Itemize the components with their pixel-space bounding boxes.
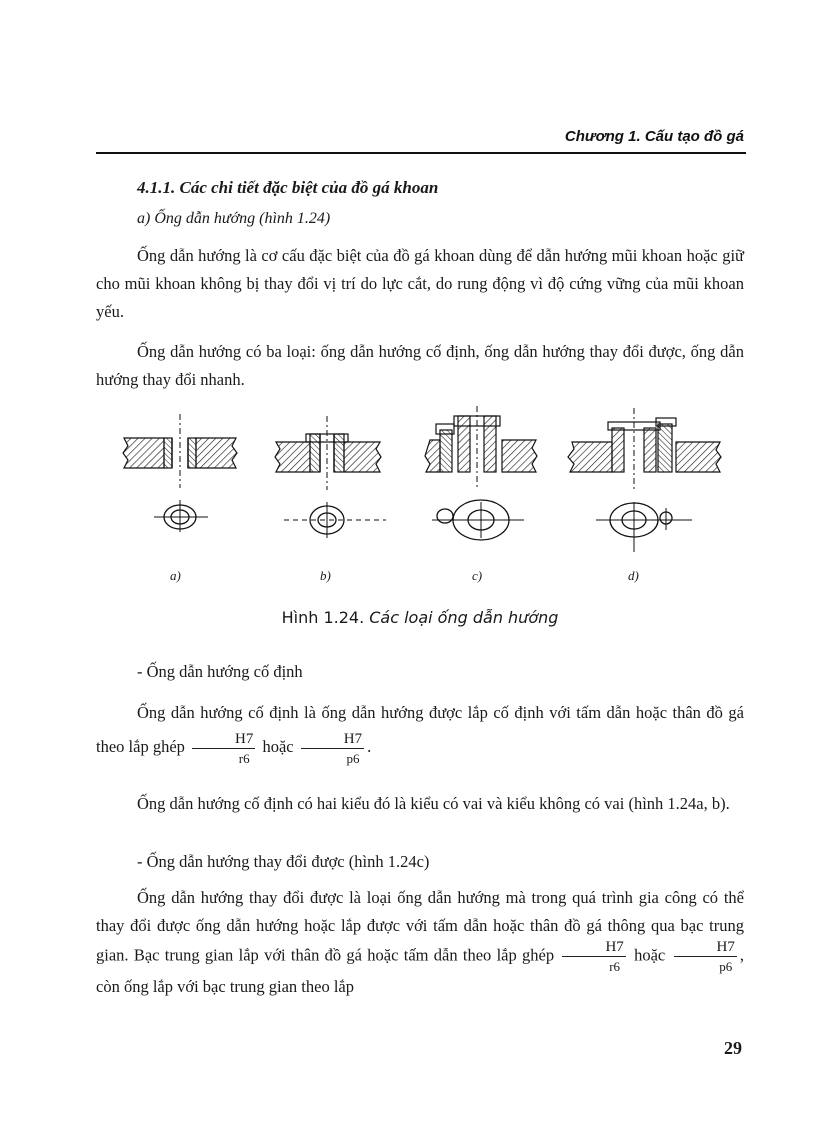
list-item-replaceable: - Ống dẫn hướng thay đổi được (hình 1.24c) xyxy=(137,852,430,871)
paragraph-fixed-types: Ống dẫn hướng cố định có hai kiểu đó là kiểu có vai và kiểu không có vai (hình 1.24a, b). xyxy=(137,794,730,813)
fit-2-numerator: H7 xyxy=(301,732,364,749)
fit-fraction-2 xyxy=(301,732,364,765)
paragraph-replaceable-end: , còn ống lắp với bạc trung gian theo lắp xyxy=(96,945,744,996)
fit-4-denominator: p6 xyxy=(719,959,733,974)
subsection-title: a) Ống dẫn hướng (hình 1.24) xyxy=(137,210,331,227)
drawing-a xyxy=(123,414,237,532)
figure-drill-bushings xyxy=(96,402,744,592)
paragraph-types: Ống dẫn hướng có ba loại: ống dẫn hướng cố định, ống dẫn hướng thay đổi được, ống dẫn hướng thay đổi nhanh. xyxy=(96,342,744,389)
figure-label-c: c) xyxy=(472,568,483,583)
list-item-fixed: - Ống dẫn hướng cố định xyxy=(137,662,303,681)
page-number: 29 xyxy=(724,1038,742,1058)
fit-fraction-4 xyxy=(674,940,737,973)
caption-prefix: Hình 1.24. xyxy=(281,608,365,627)
header-rule xyxy=(96,152,746,154)
sentence-end: . xyxy=(367,737,372,756)
fit-2-denominator: p6 xyxy=(346,750,360,766)
paragraph-fixed xyxy=(96,696,744,765)
figure-caption xyxy=(96,608,744,627)
fit-fraction-3 xyxy=(562,940,625,973)
figure-label-a: a) xyxy=(170,568,181,583)
figure-label-b: b) xyxy=(320,568,331,583)
figure-label-d: d) xyxy=(628,568,639,583)
paragraph-definition: Ống dẫn hướng là cơ cấu đặc biệt của đồ gá khoan dùng để dẫn hướng mũi khoan hoặc giữ cho mũi khoan không bị thay đổi vị trí do lực cắt, do rung động vì độ cứng vững của mũi khoan yếu. xyxy=(96,246,744,321)
fit-3-denominator: r6 xyxy=(609,959,621,974)
caption-text: Các loại ống dẫn hướng xyxy=(369,608,559,627)
paragraph-replaceable xyxy=(96,884,744,1001)
paragraph-fixed-text: Ống dẫn hướng cố định là ống dẫn hướng được lắp cố định với tấm dẫn hoặc thân đồ gá theo lắp ghép xyxy=(96,703,744,756)
section-title: 4.1.1. Các chi tiết đặc biệt của đồ gá khoan xyxy=(137,178,439,197)
fit-3-numerator: H7 xyxy=(562,940,625,957)
drawing-b xyxy=(275,416,386,538)
fit-1-denominator: r6 xyxy=(238,750,250,766)
paragraph-replaceable-text: Ống dẫn hướng thay đổi được là loại ống dẫn hướng mà trong quá trình gia công có thể thay đổi được ống dẫn hướng hoặc lắp được với tấm dẫn hoặc thân đồ gá thông qua bạc trung gian. Bạc trung gian lắp với thân đồ gá hoặc tấm dẫn theo lắp ghép xyxy=(96,888,744,965)
fit-fraction-1 xyxy=(192,732,255,765)
fit-1-numerator: H7 xyxy=(192,732,255,749)
fit-4-numerator: H7 xyxy=(674,940,737,957)
drawing-d xyxy=(568,408,721,552)
drawing-c xyxy=(425,406,537,540)
running-head: Chương 1. Cấu tạo đồ gá xyxy=(564,128,744,145)
connector-or: hoặc xyxy=(262,737,294,756)
connector-or-2: hoặc xyxy=(634,945,666,965)
